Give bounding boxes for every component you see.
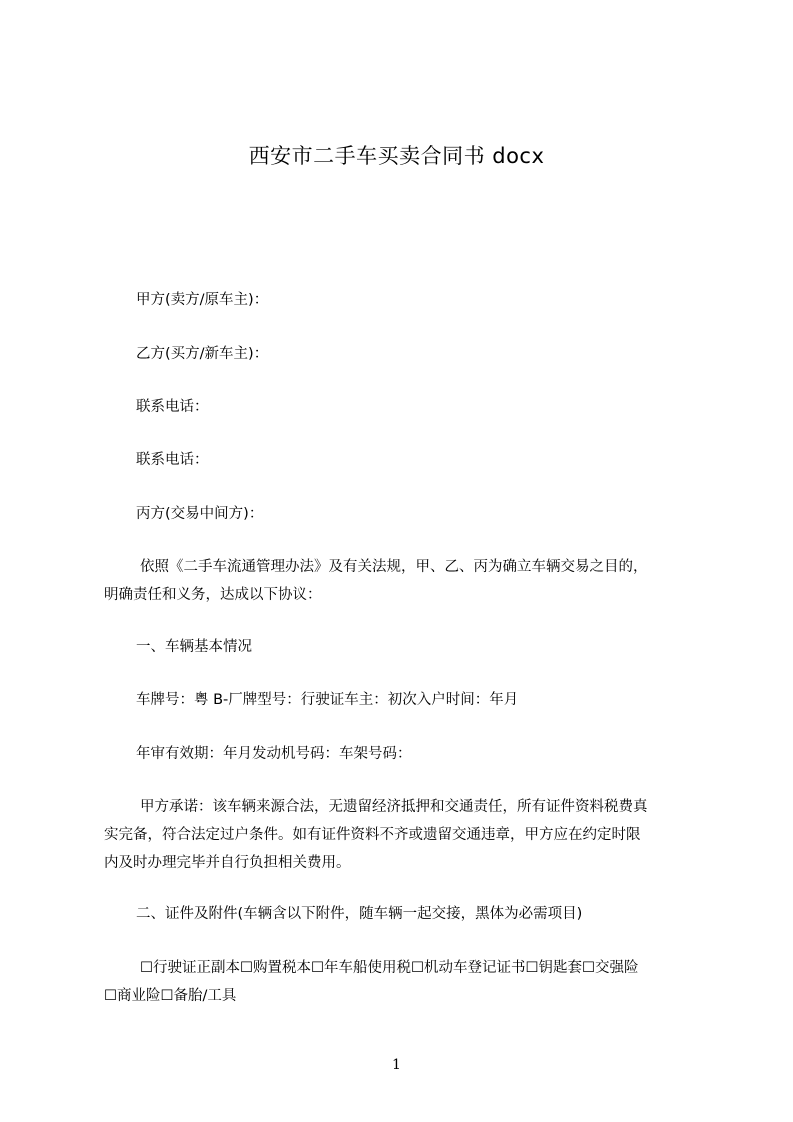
promise-line-3: 内及时办理完毕并自行负担相关费用。: [104, 855, 351, 871]
party-c-line: 丙方(交易中间方)：: [136, 506, 264, 522]
attachments-line-2: ☐商业险☐备胎/工具: [104, 988, 237, 1004]
party-b-line: 乙方(买方/新车主)：: [136, 346, 269, 362]
promise-line-1: 甲方承诺：该车辆来源合法，无遗留经济抵押和交通责任，所有证件资料税费真: [140, 799, 648, 815]
section2-heading: 二、证件及附件(车辆含以下附件，随车辆一起交接，黑体为必需项目): [136, 906, 583, 922]
document-title: 西安市二手车买卖合同书 docx: [248, 144, 545, 168]
party-a-line: 甲方(卖方/原车主)：: [136, 292, 269, 308]
section1-heading: 一、车辆基本情况: [136, 639, 252, 655]
phone-line-2: 联系电话：: [136, 452, 209, 468]
intro-line-1: 依照《二手车流通管理办法》及有关法规，甲、乙、丙为确立车辆交易之目的，: [140, 559, 648, 575]
phone-line-1: 联系电话：: [136, 399, 209, 415]
promise-line-2: 实完备，符合法定过户条件。如有证件资料不齐或遗留交通违章，甲方应在约定时限: [104, 827, 641, 843]
attachments-paragraph: [104, 954, 700, 1010]
attachments-line-1: ☐行驶证正副本☐购置税本☐年车船使用税☐机动车登记证书☐钥匙套☐交强险: [140, 960, 639, 976]
intro-line-2: 明确责任和义务，达成以下协议：: [104, 587, 322, 603]
vehicle-info-line-1: 车牌号：粤 B-厂牌型号：行驶证车主：初次入户时间：年月: [136, 692, 519, 708]
intro-paragraph: [104, 553, 700, 609]
promise-paragraph: [104, 793, 700, 877]
page-number: 1: [392, 1057, 401, 1073]
vehicle-info-line-2: 年审有效期：年月发动机号码：车架号码：: [136, 746, 412, 762]
